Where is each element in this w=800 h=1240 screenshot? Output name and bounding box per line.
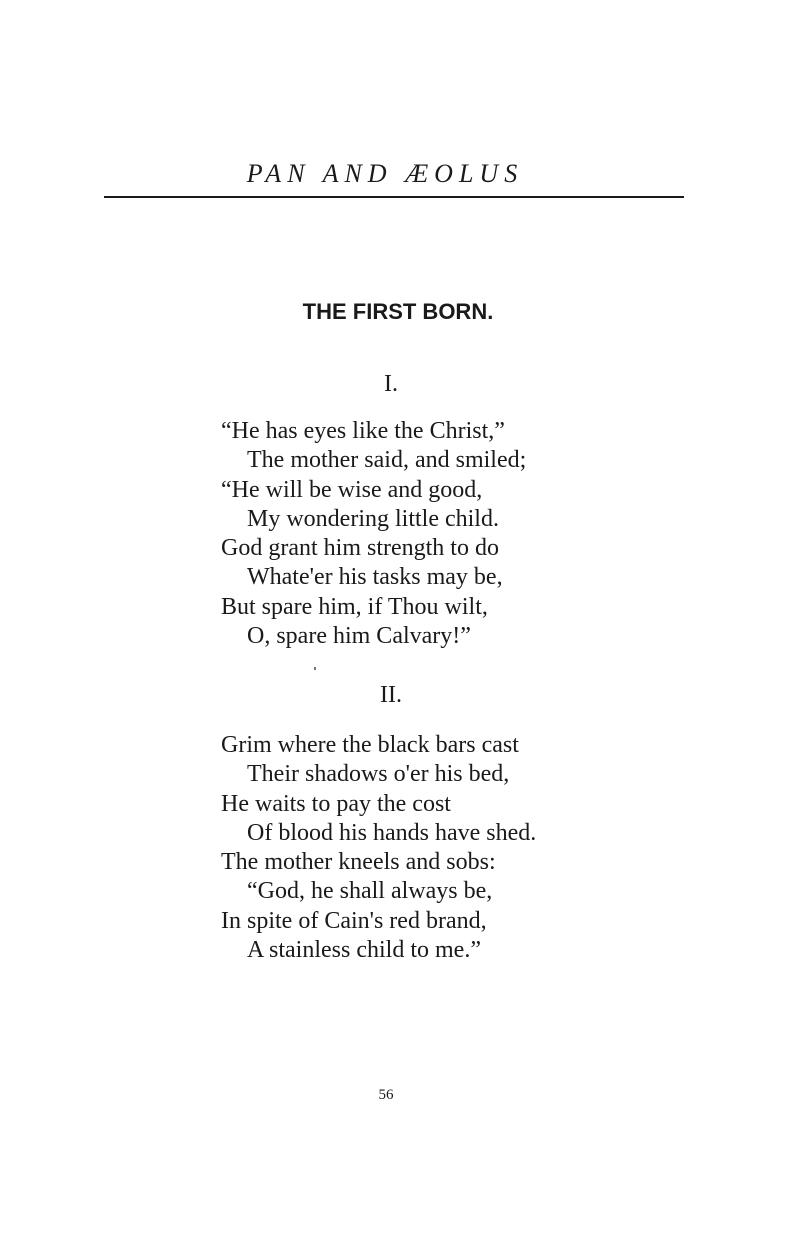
- verse-line: God grant him strength to do: [221, 535, 499, 562]
- verse-line: O, spare him Calvary!”: [247, 623, 471, 650]
- section-numeral-2: II.: [380, 682, 402, 708]
- section-numeral-1: I.: [384, 371, 398, 397]
- verse-line: Whate'er his tasks may be,: [247, 564, 503, 591]
- verse-line: “He has eyes like the Christ,”: [221, 418, 505, 444]
- verse-line: “He will be wise and good,: [221, 476, 483, 503]
- verse-line: Their shadows o'er his bed,: [247, 761, 510, 788]
- stanza-2: [221, 731, 641, 965]
- verse-line: The mother said, and smiled;: [247, 447, 527, 474]
- verse-line: Grim where the black bars cast: [221, 732, 519, 758]
- verse-line: But spare him, if Thou wilt,: [221, 593, 488, 620]
- verse-line: He waits to pay the cost: [221, 790, 451, 817]
- verse-line: A stainless child to me.”: [247, 937, 481, 964]
- header-rule: [104, 196, 684, 198]
- verse-line: Of blood his hands have shed.: [247, 819, 537, 846]
- stanza-1: [221, 417, 641, 651]
- ink-speck: [314, 667, 316, 670]
- poem-title: THE FIRST BORN.: [302, 299, 494, 324]
- page-number: 56: [378, 1087, 394, 1103]
- verse-line: My wondering little child.: [247, 505, 499, 532]
- verse-line: “God, he shall always be,: [247, 878, 493, 905]
- verse-line: In spite of Cain's red brand,: [221, 907, 487, 934]
- running-head: PAN AND ÆOLUS: [246, 159, 524, 188]
- verse-line: The mother kneels and sobs:: [221, 849, 496, 876]
